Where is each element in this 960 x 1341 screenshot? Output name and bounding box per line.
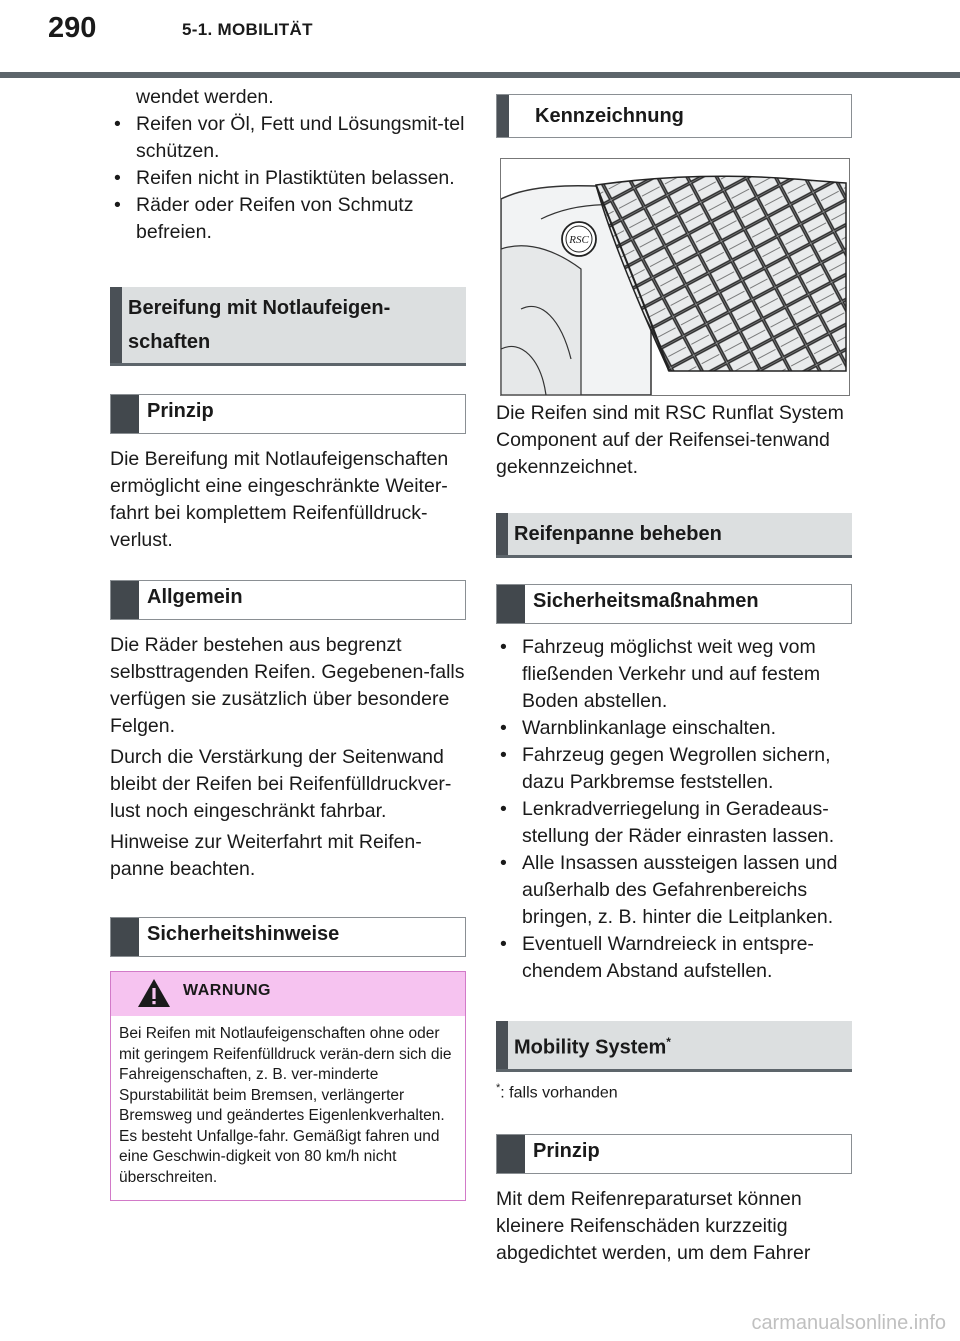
prinzip-2-text: Mit dem Reifenreparaturset können kleinere Reifenschäden kurzzeitig abgedichtet werden, um dem Fahrer xyxy=(496,1187,811,1264)
list-item: • Reifen vor Öl, Fett und Lösungsmit-tel schützen. xyxy=(110,111,466,165)
footnote xyxy=(496,1082,852,1102)
header-rule xyxy=(0,72,960,78)
list-item: • Warnblinkanlage einschalten. xyxy=(496,715,852,742)
tire-illustration xyxy=(500,158,850,396)
heading-kennzeichnung-label: Kennzeichnung xyxy=(535,105,684,127)
heading-sicherheitshinweise-label: Sicherheitshinweise xyxy=(147,923,340,945)
left-column xyxy=(110,84,466,1201)
tire-sidewall-image xyxy=(501,159,849,395)
allgemein-paragraph: Durch die Verstärkung der Seitenwand bleibt der Reifen bei Reifenfülldruckver-lust noch eingeschränkt fahrbar. xyxy=(110,746,452,822)
warning-title: WARNUNG xyxy=(183,982,271,999)
heading-allgemein xyxy=(110,580,466,620)
kennzeichnung-text: Die Reifen sind mit RSC Runflat System Component auf der Reifensei-tenwand gekennzeichnet. xyxy=(496,402,844,478)
heading-prinzip-2 xyxy=(496,1134,852,1174)
list-item: • Eventuell Warndreieck in entspre-chendem Abstand aufstellen. xyxy=(496,931,852,985)
list-item: • Reifen nicht in Plastiktüten belassen. xyxy=(110,165,466,192)
massnahmen-bullet-list xyxy=(496,634,852,985)
heading-sicherheitshinweise xyxy=(110,917,466,957)
heading-prinzip-2-label: Prinzip xyxy=(533,1139,600,1162)
rsc-logo: RSC xyxy=(569,234,589,246)
right-column xyxy=(496,94,852,1267)
list-item: • Fahrzeug gegen Wegrollen sichern, dazu Parkbremse feststellen. xyxy=(496,742,852,796)
heading-sicherheitsmassnahmen xyxy=(496,584,852,624)
intro-continuation: wendet werden. xyxy=(136,86,274,108)
prinzip-text: Die Bereifung mit Notlaufeigenschaften ermöglicht eine eingeschränkte Weiter-fahrt bei komplettem Reifenfülldruck-verlust. xyxy=(110,448,449,551)
section-title: 5-1. MOBILITÄT xyxy=(182,20,313,39)
heading-reifenpanne-label: Reifenpanne beheben xyxy=(514,523,722,545)
heading-runflat-label: Bereifung mit Notlaufeigen-schaften xyxy=(128,297,391,353)
intro-bullet-list xyxy=(110,111,466,246)
list-item: • Alle Insassen aussteigen lassen und außerhalb des Gefahrenbereichs bringen, z. B. hinter die Leitplanken. xyxy=(496,850,852,931)
heading-kennzeichnung xyxy=(496,94,852,138)
page-header xyxy=(0,0,960,78)
heading-allgemein-label: Allgemein xyxy=(147,586,243,608)
list-item: • Fahrzeug möglichst weit weg vom fließenden Verkehr und auf festem Boden abstellen. xyxy=(496,634,852,715)
allgemein-paragraph: Die Räder bestehen aus begrenzt selbsttragenden Reifen. Gegebenen-falls verfügen sie zusätzlich über besondere Felgen. xyxy=(110,634,465,737)
warning-text: Bei Reifen mit Notlaufeigenschaften ohne oder mit geringem Reifenfülldruck verän-dern sich die Fahreigenschaften, z. B. ver-minderte Spurstabilität beim Bremsen, verlängerter Bremsweg und geändertes Eigenlenkverhalten. Es besteht Unfallge-fahr. Gemäßigt fahren und eine Geschwin-digkeit von 80 km/h nicht überschreiten. xyxy=(119,1025,452,1186)
footnote-text: : falls vorhanden xyxy=(500,1083,618,1101)
warning-header xyxy=(111,972,465,1016)
heading-reifenpanne xyxy=(496,513,852,558)
list-item: • Lenkradverriegelung in Geradeaus-stellung der Räder einrasten lassen. xyxy=(496,796,852,850)
heading-prinzip xyxy=(110,394,466,434)
warning-box xyxy=(110,971,466,1201)
footnote-mark: * xyxy=(496,1081,501,1094)
heading-prinzip-label: Prinzip xyxy=(147,400,214,422)
list-item: • Räder oder Reifen von Schmutz befreien. xyxy=(110,192,466,246)
heading-runflat xyxy=(110,287,466,366)
page-number: 290 xyxy=(48,12,97,44)
warning-triangle-icon xyxy=(137,978,171,1008)
heading-mobility-system xyxy=(496,1021,852,1072)
heading-sicherheitsmassnahmen-label: Sicherheitsmaßnahmen xyxy=(533,590,759,612)
watermark: carmanualsonline.info xyxy=(751,1312,946,1334)
allgemein-paragraph: Hinweise zur Weiterfahrt mit Reifen-panne beachten. xyxy=(110,831,422,880)
heading-mobility-system-label: Mobility System* xyxy=(514,1035,671,1059)
